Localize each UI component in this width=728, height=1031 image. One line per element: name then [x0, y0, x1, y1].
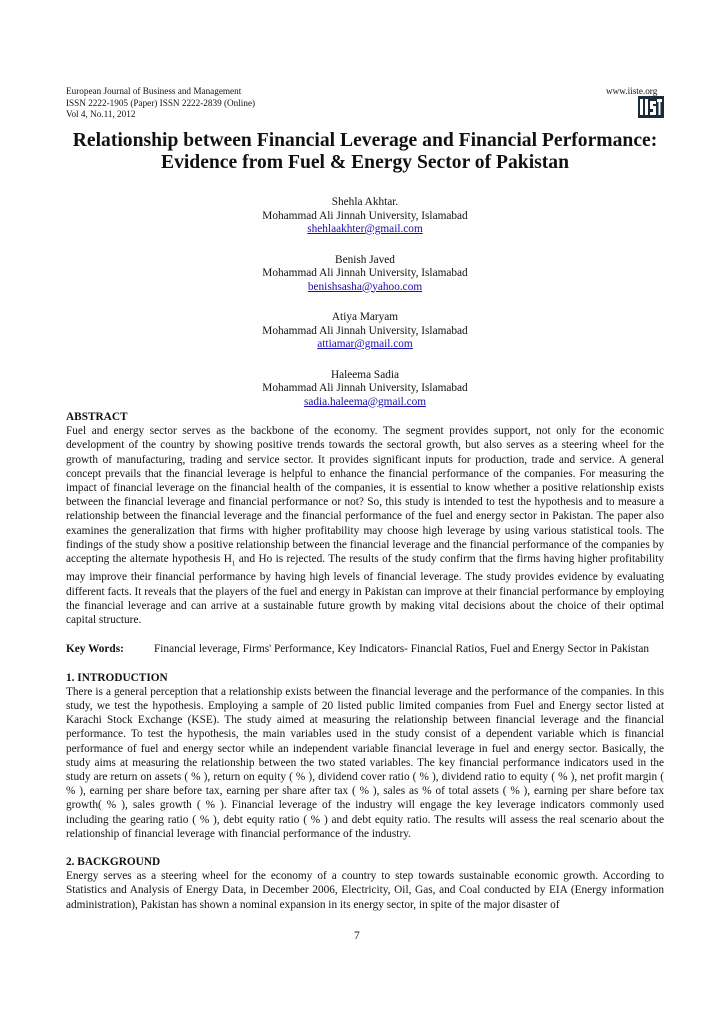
- title-line-2: Evidence from Fuel & Energy Sector of Pakistan: [161, 152, 569, 173]
- abstract-heading: ABSTRACT: [66, 411, 128, 423]
- author-affiliation: Mohammad Ali Jinnah University, Islamabad: [262, 209, 468, 222]
- paper-title: [66, 130, 664, 174]
- author-email-link[interactable]: benishsasha@yahoo.com: [307, 280, 423, 293]
- author-block: [200, 369, 530, 410]
- keywords: [66, 642, 664, 656]
- hypothesis-subscript: 1: [231, 559, 236, 568]
- author-email-link[interactable]: shehlaakhter@gmail.com: [307, 223, 423, 235]
- author-affiliation: Mohammad Ali Jinnah University, Islamabad: [262, 267, 468, 279]
- author-list: [200, 196, 530, 426]
- abstract-text: [66, 424, 664, 627]
- iiste-logo: [638, 96, 664, 118]
- author-name: Shehla Akhtar.: [331, 196, 399, 208]
- journal-volume: Vol 4, No.11, 2012: [66, 109, 136, 119]
- section-text: Energy serves as a steering wheel for the economy of a country to step towards sustainable economic growth. According to Statistics and Analysis of Energy Data, in December 2006, Electricity, Oil, Gas, and Coal conducted by EIA (Energy information administration), Pakistan has shown a nominal expansion in its energy sector, in spite of the major disaster of: [66, 870, 664, 911]
- author-affiliation: Mohammad Ali Jinnah University, Islamabad: [262, 382, 468, 394]
- abstract-text-part-2: and Ho is rejected. The results of the study confirm that the firms having higher profitability may improve their financial performance by having high levels of financial leverage. The study provides evidence by evaluating different facts. It reveals that the players of the fuel and energy in Pakistan can improve at their financial performance by employing the financial leverage and can arrive at a sustainable future growth by making vital decisions about the choice of their optimal capital structure.: [66, 553, 664, 627]
- author-block: [200, 196, 530, 237]
- title-line-1: Relationship between Financial Leverage and Financial Performance:: [72, 130, 658, 151]
- page-number: 7: [354, 930, 360, 942]
- section-text: There is a general perception that a relationship exists between the financial leverage and the performance of the companies. In this study, we test the hypothesis. Employing a sample of 20 listed public limited companies from Fuel and Energy sector listed at Karachi Stock Exchange (KSE). The study aimed at measuring the relationship between financial leverage and the financial performance. To test the hypothesis, the main variables used in the study consist of a dependent variable which is financial performance of fuel and energy sector while an independent variable financial leverage in fuel and energy sector. Basically, the study aims at measuring the relationship between the two stated variables. The key financial performance indicators used in the study are return on assets ( % ), return on equity ( % ), dividend cover ratio ( % ), dividend ratio to equity ( % ), net profit margin ( % ), earning per share before tax, earning per share after tax ( % ), sales as % of total assets ( % ), earning per share before tax growth( % ), sales growth ( % ). Financial leverage of the industry will engage the key leverage indicators commonly used including the gearing ratio ( % ), debt equity ratio ( % ) and debt equity ratio. The results will assess the real scenario about the relationship of financial leverage with financial performance of the industry.: [66, 685, 664, 840]
- journal-issn: ISSN 2222-1905 (Paper) ISSN 2222-2839 (Online): [66, 97, 256, 108]
- paper-body: [66, 410, 664, 926]
- journal-url: www.iiste.org: [606, 86, 658, 96]
- keywords-text: Financial leverage, Firms' Performance, Key Indicators- Financial Ratios, Fuel and Energy Sector in Pakistan: [154, 643, 649, 656]
- author-name: Benish Javed: [335, 253, 395, 266]
- journal-name: European Journal of Business and Management: [66, 86, 242, 96]
- author-email-link[interactable]: sadia.haleema@gmail.com: [303, 395, 427, 408]
- author-affiliation: Mohammad Ali Jinnah University, Islamabad: [262, 324, 468, 337]
- section-heading: 2. BACKGROUND: [66, 855, 161, 868]
- author-block: [200, 254, 530, 295]
- keywords-label: Key Words:: [66, 643, 124, 656]
- author-block: [200, 311, 530, 352]
- author-name: Atiya Maryam: [331, 311, 399, 323]
- author-name: Haleema Sadia: [330, 368, 400, 381]
- author-email-link[interactable]: attiamar@gmail.com: [317, 338, 413, 350]
- abstract-text-part-1: Fuel and energy sector serves as the backbone of the economy. The segment provides support, not only for the economic development of the country by showing positive trends towards the sectoral growth, but also serves as a steering wheel for the growth of manufacturing, trading and service sector. It provides significant inputs for production, trade and service. A general concept prevails that the financial leverage is helpful to enhance the financial performance of the companies. For measuring the impact of financial leverage on the financial health of the companies, it is essential to know whether a positive relationship exists between the financial leverage and financial performance or not? So, this study is intended to test the hypothesis and to measure a relationship between the financial leverage and the financial performance of the fuel and energy sector in Pakistan. The paper also examines the generalization that firms with higher profitability may choose high leverage by using various statistical tools. The findings of the study show a positive relationship between the financial leverage and the financial performance of the companies by accepting the alternate hypothesis H: [66, 425, 664, 566]
- journal-meta: [66, 86, 255, 121]
- section-heading: 1. INTRODUCTION: [66, 671, 168, 684]
